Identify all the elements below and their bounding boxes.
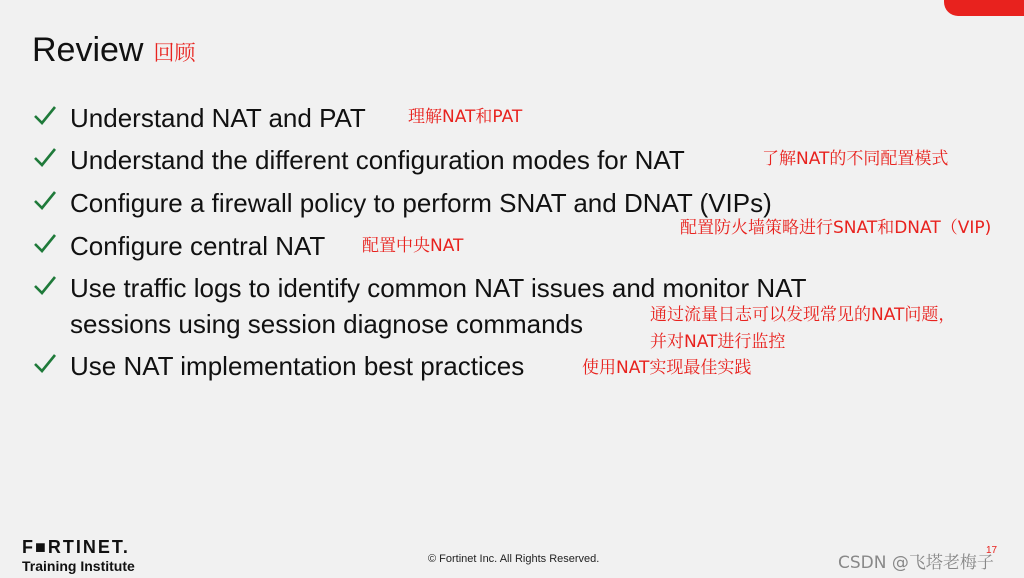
- copyright-text: © Fortinet Inc. All Rights Reserved.: [428, 553, 600, 565]
- corner-accent-tab: [944, 0, 1024, 16]
- page-title: Review: [32, 31, 144, 69]
- item-text: Use NAT implementation best practices: [70, 351, 525, 381]
- item-annotation: 使用NAT实现最佳实践: [582, 358, 752, 378]
- check-icon: [32, 272, 58, 298]
- title-annotation: 回顾: [153, 41, 196, 65]
- fortinet-logo: F■RTINET.: [22, 537, 130, 557]
- item-text-line1: Use traffic logs to identify common NAT issues and monitor NAT: [70, 273, 807, 303]
- check-icon: [32, 144, 58, 170]
- item-text-line2: sessions using session diagnose commands: [70, 309, 584, 339]
- item-annotation-line1: 通过流量日志可以发现常见的NAT问题，: [650, 305, 956, 325]
- item-text: Understand the different configuration modes for NAT: [70, 145, 685, 175]
- item-text: Configure central NAT: [70, 231, 326, 261]
- item-annotation-line2: 并对NAT进行监控: [650, 332, 786, 352]
- item-annotation: 理解NAT和PAT: [408, 107, 523, 127]
- check-icon: [32, 350, 58, 376]
- logo-subtitle: Training Institute: [22, 558, 135, 574]
- check-icon: [32, 187, 58, 213]
- list-item: [32, 100, 1024, 136]
- title-row: [32, 30, 195, 70]
- page-number: 17: [986, 545, 998, 556]
- check-icon: [32, 102, 58, 128]
- watermark-text: CSDN @飞塔老梅子: [838, 553, 994, 573]
- item-annotation: 配置防火墙策略进行SNAT和DNAT（VIP): [680, 218, 992, 238]
- item-text: Understand NAT and PAT: [70, 103, 366, 133]
- check-icon: [32, 230, 58, 256]
- item-annotation: 配置中央NAT: [362, 236, 464, 256]
- list-item: [32, 348, 1024, 384]
- item-annotation: 了解NAT的不同配置模式: [762, 149, 949, 169]
- item-text: Configure a firewall policy to perform SNAT and DNAT (VIPs): [70, 188, 772, 218]
